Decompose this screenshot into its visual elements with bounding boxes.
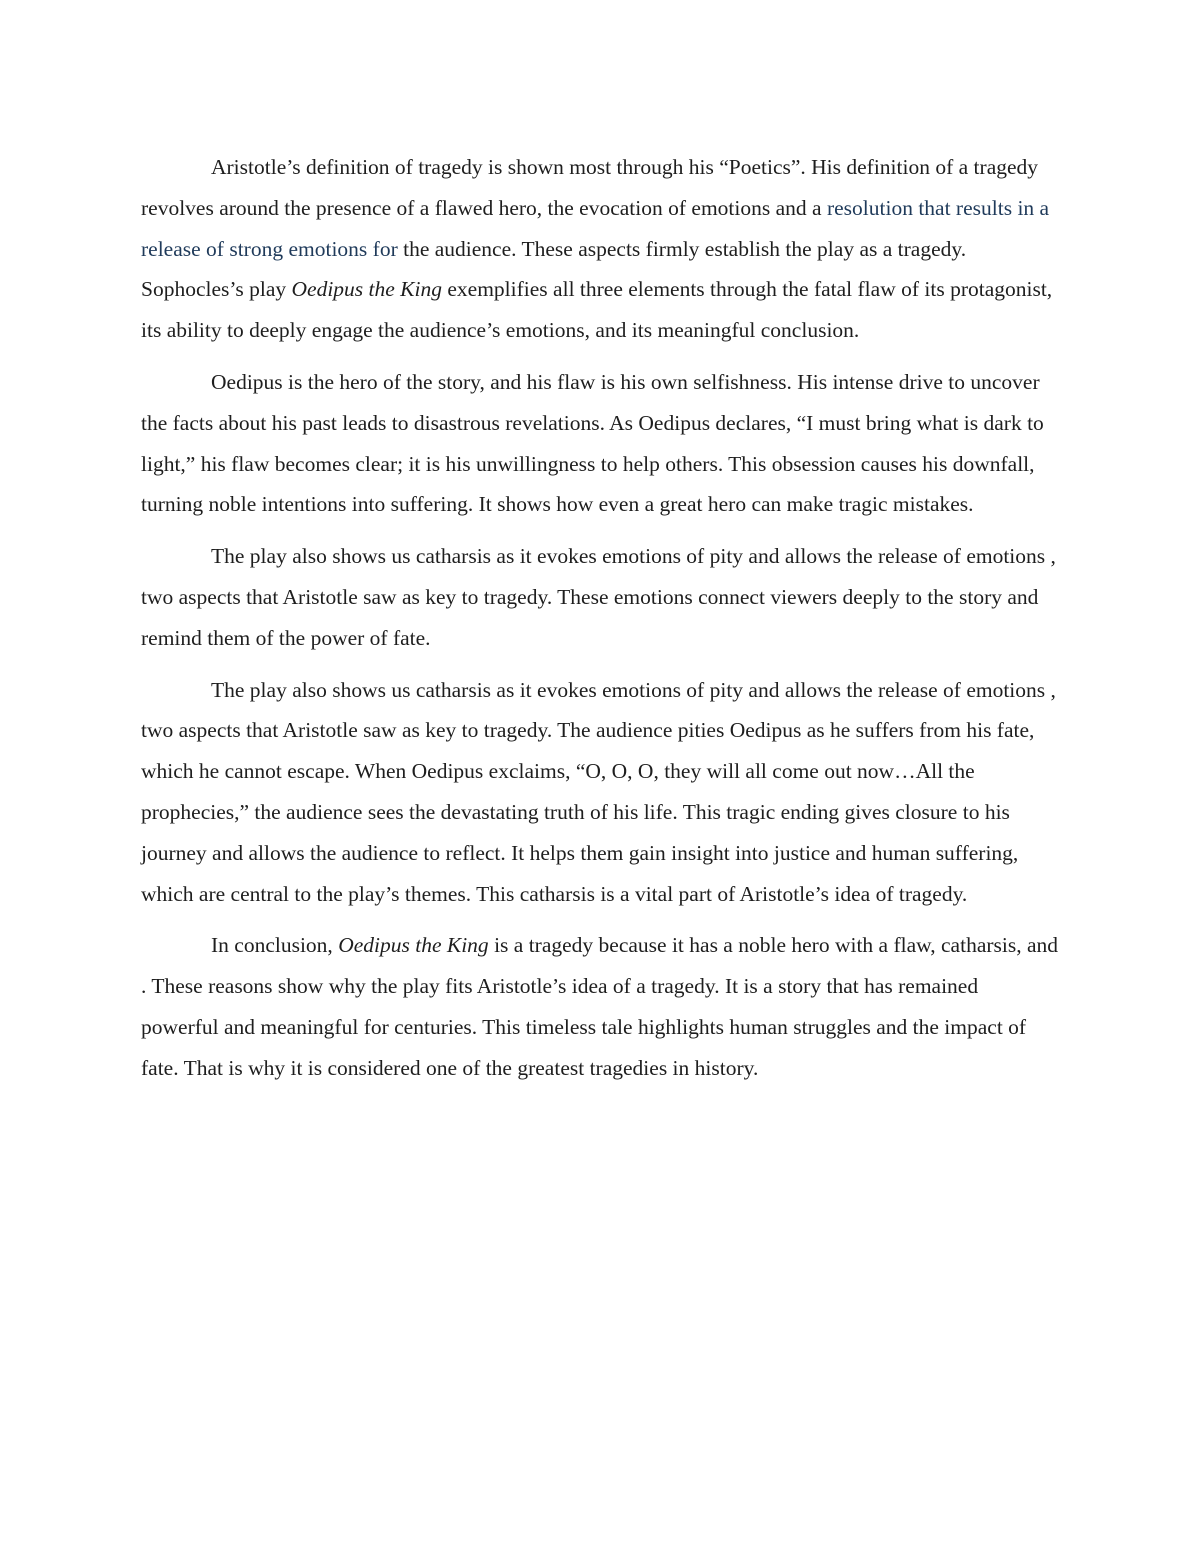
paragraph-intro-text-d: exemplifies all three elements through the fatal flaw of its protagonist, its ability to deeply engage the audience’s emotions, and its meaningful conclusion. (141, 277, 1053, 343)
paragraph-intro-highlight: resolution that results in a release of strong emotions for (141, 195, 1050, 261)
paragraph-catharsis-short: The play also shows us catharsis as it evokes emotions of pity and allows the release of emotions , two aspects that Aristotle saw as key to tragedy. These emotions connect viewers deeply to the story and remind them of the power of fate. (141, 544, 1056, 650)
paragraph-catharsis-long: The play also shows us catharsis as it evokes emotions of pity and allows the release of emotions , two aspects that Aristotle saw as key to tragedy. The audience pities Oedipus as he suffers from his fate, which he cannot escape. When Oedipus exclaims, “O, O, O, they will all come out now…All the prophecies,” the audience sees the devastating truth of his life. This tragic ending gives closure to his journey and allows the audience to reflect. It helps them gain insight into justice and human suffering, which are central to the play’s themes. This catharsis is a vital part of Aristotle’s idea of tragedy. (141, 677, 1056, 906)
paragraph-hero-flaw: Oedipus is the hero of the story, and his flaw is his own selfishness. His intense drive to uncover the facts about his past leads to disastrous revelations. As Oedipus declares, “I must bring what is dark to light,” his flaw becomes clear; it is his unwillingness to help others. This obsession causes his downfall, turning noble intentions into suffering. It shows how even a great hero can make tragic mistakes. (141, 369, 1044, 517)
paragraph-conclusion (141, 925, 1061, 1088)
paragraph-intro (141, 147, 1061, 351)
paragraph-conclusion-text-a: In conclusion, (211, 933, 339, 958)
document-body (141, 147, 1061, 1100)
paragraph-conclusion-text-b: is a tragedy because it has a noble hero with a flaw, catharsis, and . These reasons show why the play fits Aristotle’s idea of a tragedy. It is a story that has remained powerful and meaningful for centuries. This timeless tale highlights human struggles and the impact of fate. That is why it is considered one of the greatest tragedies in history. (141, 933, 1059, 1080)
play-title: Oedipus the King (291, 277, 442, 302)
play-title-conclusion: Oedipus the King (338, 933, 489, 958)
paragraph-intro-text-a: Aristotle’s definition of tragedy is shown most through his “Poetics”. His definition of a tragedy revolves around the presence of a flawed hero, the evocation of emotions and a (141, 155, 1039, 220)
paragraph-intro-text-c: the audience. These aspects firmly establish the play as a tragedy. Sophocles’s play (141, 236, 967, 302)
